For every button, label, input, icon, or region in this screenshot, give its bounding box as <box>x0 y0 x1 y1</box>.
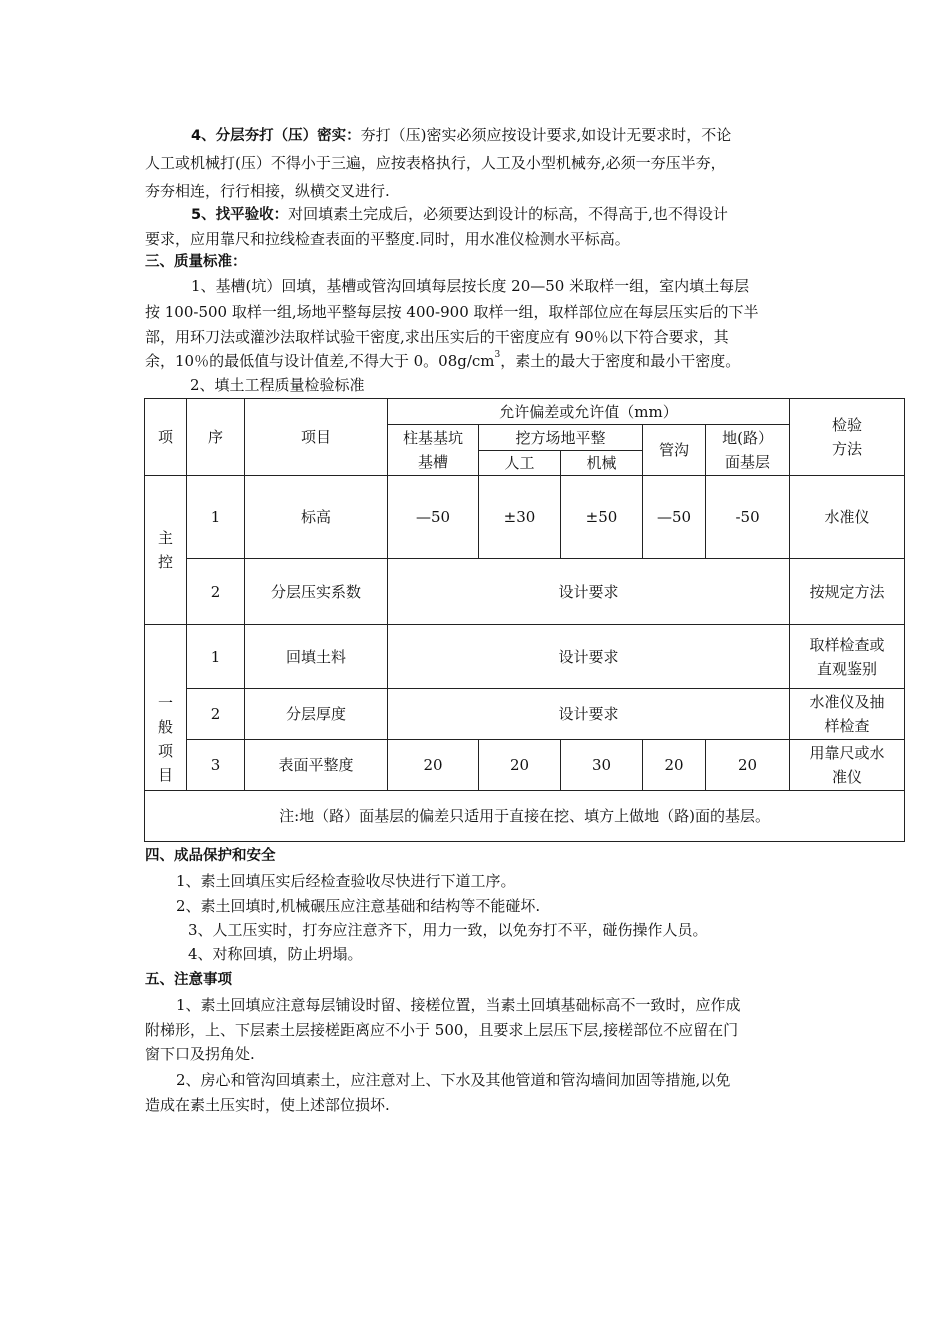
header-col-trench: 管沟 <box>643 425 706 476</box>
header-col-leveling: 挖方场地平整 <box>479 425 643 451</box>
cell-value: —50 <box>643 476 706 559</box>
header-col-foundation: 柱基基坑 基槽 <box>388 425 479 476</box>
header-seq: 序 <box>187 399 245 476</box>
header-col-road-base: 地(路） 面基层 <box>706 425 790 476</box>
para-4-line-1: 4、分层夯打（压）密实：夯打（压)密实必须应按设计要求,如设计无要求时，不论 <box>191 126 732 144</box>
table-row <box>145 625 905 689</box>
cell-seq: 2 <box>187 559 245 625</box>
cell-value: —50 <box>388 476 479 559</box>
group-main-control: 主 控 <box>145 476 187 625</box>
cell-name: 分层压实系数 <box>245 559 388 625</box>
cell-merged-value: 设计要求 <box>388 625 790 689</box>
group-general: 一 般 项 目 <box>145 689 187 791</box>
header-allowance: 允许偏差或允许值（mm） <box>388 399 790 425</box>
cell-merged-value: 设计要求 <box>388 559 790 625</box>
cell-seq: 2 <box>187 689 245 740</box>
section-3-p1-line-1: 1、基槽(坑）回填，基槽或管沟回填每层按长度 20—50 米取样一组，室内填土每层 <box>191 277 750 295</box>
table-header-row-1 <box>145 399 905 425</box>
cell-name: 标高 <box>245 476 388 559</box>
cell-value: ±30 <box>479 476 561 559</box>
section-4-item-2: 2、素土回填时,机械碾压应注意基础和结构等不能碰坏. <box>176 897 541 915</box>
section-3-p1-line-3: 部，用环刀法或灌沙法取样试验干密度,求出压实后的干密度应有 90％以下符合要求，其 <box>145 328 729 346</box>
section-5-item-2-line-1: 2、房心和管沟回填素土，应注意对上、下水及其他管道和管沟墙间加固等措施,以免 <box>176 1071 731 1089</box>
cell-value: ±50 <box>561 476 643 559</box>
cell-merged-value: 设计要求 <box>388 689 790 740</box>
section-3-p1-line-2: 按 100-500 取样一组,场地平整每层按 400-900 取样一组，取样部位应在每层压实后的下半 <box>145 303 759 321</box>
cell-value: 20 <box>479 740 561 791</box>
para-5-line-2: 要求，应用靠尺和拉线检查表面的平整度.同时，用水准仪检测水平标高。 <box>145 230 630 248</box>
section-5-item-1-line-3: 窗下口及拐角处. <box>145 1045 255 1063</box>
para-4-line-2: 人工或机械打(压）不得小于三遍，应按表格执行，人工及小型机械夯,必须一夯压半夯， <box>145 154 726 172</box>
section-4-heading: 四、成品保护和安全 <box>145 848 276 864</box>
table-row <box>145 740 905 791</box>
header-name: 项目 <box>245 399 388 476</box>
cell-value: 30 <box>561 740 643 791</box>
cell-seq: 3 <box>187 740 245 791</box>
group-general-top <box>145 625 187 689</box>
section-5-item-1-line-1: 1、素土回填应注意每层铺设时留、接槎位置，当素土回填基础标高不一致时，应作成 <box>176 996 741 1014</box>
header-item: 项 <box>145 399 187 476</box>
table-note-row <box>145 791 905 842</box>
header-method: 检验 方法 <box>790 399 905 476</box>
header-col-manual: 人工 <box>479 451 561 476</box>
cell-name: 回填土料 <box>245 625 388 689</box>
cell-value: -50 <box>706 476 790 559</box>
header-col-machine: 机械 <box>561 451 643 476</box>
section-4-item-1: 1、素土回填压实后经检查验收尽快进行下道工序。 <box>176 872 516 890</box>
cell-name: 分层厚度 <box>245 689 388 740</box>
table-row <box>145 476 905 559</box>
cell-method: 取样检查或 直观鉴别 <box>790 625 905 689</box>
cell-name: 表面平整度 <box>245 740 388 791</box>
section-5-item-2-line-2: 造成在素土压实时，使上述部位损坏. <box>145 1096 390 1114</box>
table-note: 注:地（路）面基层的偏差只适用于直接在挖、填方上做地（路)面的基层。 <box>145 791 905 842</box>
quality-standard-table <box>144 398 905 842</box>
cell-value: 20 <box>706 740 790 791</box>
section-3-p1-line-4: 余，10％的最低值与设计值差,不得大于 0。$08g/cm^3$，素土的最大于密度和最小干密度。 <box>145 350 741 370</box>
section-5-item-1-line-2: 附梯形，上、下层素土层接槎距离应不小于 500，且要求上层压下层,接槎部位不应留在门 <box>145 1021 739 1039</box>
cell-method: 水准仪 <box>790 476 905 559</box>
para-4-line-3: 夯夯相连，行行相接，纵横交叉进行. <box>145 182 390 200</box>
section-4-item-4: 4、对称回填，防止坍塌。 <box>188 945 363 963</box>
section-4-item-3: 3、人工压实时，打夯应注意齐下，用力一致，以免夯打不平，碰伤操作人员。 <box>188 921 708 939</box>
table-row <box>145 559 905 625</box>
section-5-heading: 五、注意事项 <box>145 972 232 988</box>
table-row <box>145 689 905 740</box>
section-3-heading: 三、质量标准： <box>145 254 247 270</box>
section-3-p2: 2、填土工程质量检验标准 <box>190 376 365 394</box>
cell-seq: 1 <box>187 476 245 559</box>
cell-value: 20 <box>388 740 479 791</box>
cell-method: 按规定方法 <box>790 559 905 625</box>
cell-method: 水准仪及抽 样检查 <box>790 689 905 740</box>
cell-seq: 1 <box>187 625 245 689</box>
cell-method: 用靠尺或水 准仪 <box>790 740 905 791</box>
para-5-line-1: 5、找平验收：对回填素土完成后，必须要达到设计的标高，不得高于,也不得设计 <box>191 205 728 223</box>
cell-value: 20 <box>643 740 706 791</box>
